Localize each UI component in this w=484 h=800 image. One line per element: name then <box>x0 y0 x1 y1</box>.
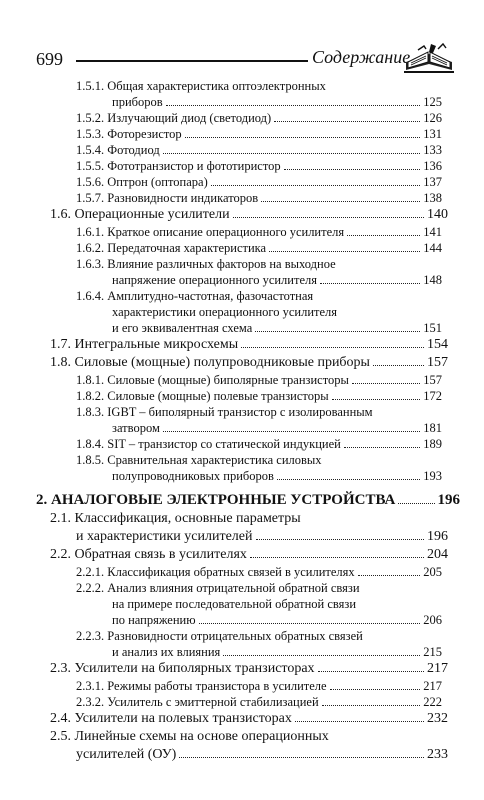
page-header <box>0 40 484 76</box>
toc-entry-line <box>0 190 484 206</box>
toc-entry-title: Усилители на полевых транзисторах <box>74 711 292 726</box>
dot-leader <box>166 105 421 106</box>
dot-leader <box>373 365 424 366</box>
table-of-contents <box>0 78 484 764</box>
toc-entry-line <box>0 388 484 404</box>
toc-entry <box>0 628 484 660</box>
toc-entry-number: 1.6.3. <box>76 257 108 271</box>
toc-page-number: 141 <box>423 225 442 239</box>
toc-entry-line <box>0 546 484 564</box>
toc-entry-line <box>0 612 484 628</box>
toc-page-number: 204 <box>427 547 448 562</box>
toc-entry <box>0 564 484 580</box>
dot-leader <box>256 539 424 540</box>
dot-leader <box>352 383 420 384</box>
toc-entry-title: характеристики операционного усилителя <box>112 305 338 319</box>
toc-entry <box>0 174 484 190</box>
toc-entry <box>0 694 484 710</box>
toc-entry-title: SIT – транзистор со статической индукцией <box>107 437 341 451</box>
toc-entry <box>0 110 484 126</box>
toc-entry-line <box>0 288 484 304</box>
toc-entry-title: Режимы работы транзистора в усилителе <box>107 679 327 693</box>
toc-entry <box>0 190 484 206</box>
dot-leader <box>179 757 424 758</box>
dot-leader <box>322 705 421 706</box>
toc-page-number: 232 <box>427 711 448 726</box>
toc-entry-line <box>0 628 484 644</box>
dot-leader <box>199 623 421 624</box>
toc-entry <box>0 728 484 764</box>
toc-entry-line <box>0 206 484 224</box>
toc-entry-line <box>0 256 484 272</box>
dot-leader <box>269 251 420 252</box>
toc-page-number: 172 <box>423 389 442 403</box>
toc-entry-line <box>0 694 484 710</box>
toc-page-number: 157 <box>427 355 448 370</box>
toc-entry <box>0 256 484 288</box>
toc-entry <box>0 158 484 174</box>
toc-entry <box>0 78 484 110</box>
toc-entry-line <box>0 174 484 190</box>
toc-entry-title: АНАЛОГОВЫЕ ЭЛЕКТРОННЫЕ УСТРОЙСТВА <box>51 492 396 508</box>
toc-entry-number: 1.8.1. <box>76 373 108 387</box>
toc-entry-line <box>0 110 484 126</box>
dot-leader <box>163 153 421 154</box>
toc-entry-line <box>0 468 484 484</box>
toc-entry <box>0 142 484 158</box>
toc-entry-number: 1.5.5. <box>76 159 108 173</box>
toc-entry-number: 1.5.2. <box>76 111 108 125</box>
toc-entry-line <box>0 436 484 452</box>
toc-entry-number: 1.6. <box>50 207 75 222</box>
toc-page-number: 136 <box>423 159 442 173</box>
dot-leader <box>250 557 424 558</box>
toc-page-number: 148 <box>423 273 442 287</box>
toc-entry <box>0 206 484 224</box>
toc-entry-line <box>0 304 484 320</box>
toc-entry-title: затвором <box>112 421 160 435</box>
toc-entry-line <box>0 320 484 336</box>
toc-page-number: 157 <box>423 373 442 387</box>
toc-entry-line <box>0 78 484 94</box>
toc-entry-title: напряжение операционного усилителя <box>112 273 317 287</box>
toc-entry <box>0 710 484 728</box>
dot-leader <box>185 137 421 138</box>
toc-page-number: 215 <box>423 645 442 659</box>
toc-page-number: 196 <box>437 492 460 508</box>
header-title: Содержание <box>312 47 411 67</box>
toc-entry-line <box>0 336 484 354</box>
toc-page-number: 217 <box>427 661 448 676</box>
toc-entry-number: 2.1. <box>50 511 75 526</box>
toc-entry-line <box>0 142 484 158</box>
toc-entry <box>0 546 484 564</box>
toc-entry-title: Влияние различных факторов на выходное <box>107 257 336 271</box>
toc-entry-title: Сравнительная характеристика силовых <box>107 453 322 467</box>
toc-entry-title: Линейные схемы на основе операционных <box>74 729 329 744</box>
dot-leader <box>274 121 420 122</box>
toc-entry <box>0 372 484 388</box>
dot-leader <box>163 431 420 432</box>
toc-page-number: 151 <box>423 321 442 335</box>
toc-page-number: 193 <box>423 469 442 483</box>
toc-entry-number: 2.3.2. <box>76 695 108 709</box>
toc-entry-line <box>0 490 484 510</box>
toc-entry-number: 2.4. <box>50 711 75 726</box>
toc-entry-line <box>0 452 484 468</box>
toc-entry-line <box>0 372 484 388</box>
toc-entry-title: Фототранзистор и фототиристор <box>107 159 281 173</box>
toc-entry-number: 1.8.4. <box>76 437 108 451</box>
toc-entry-title: Силовые (мощные) полупроводниковые приборы <box>74 355 370 370</box>
toc-entry-title: Разновидности отрицательных обратных связей <box>107 629 363 643</box>
open-book-icon <box>400 40 458 83</box>
dot-leader <box>358 575 421 576</box>
toc-entry-title: полупроводниковых приборов <box>112 469 274 483</box>
toc-page-number: 125 <box>423 95 442 109</box>
toc-entry-title: усилителей (ОУ) <box>76 747 177 762</box>
toc-entry-line <box>0 596 484 612</box>
toc-entry-title: и анализ их влияния <box>112 645 221 659</box>
toc-entry <box>0 404 484 436</box>
toc-page-number: 189 <box>423 437 442 451</box>
toc-entry-number: 1.5.4. <box>76 143 108 157</box>
toc-entry-line <box>0 272 484 288</box>
toc-entry-title: и характеристики усилителей <box>76 529 253 544</box>
toc-entry <box>0 510 484 546</box>
toc-entry-line <box>0 644 484 660</box>
dot-leader <box>261 201 420 202</box>
dot-leader <box>284 169 421 170</box>
toc-entry <box>0 336 484 354</box>
toc-entry-line <box>0 580 484 596</box>
dot-leader <box>255 331 420 332</box>
toc-entry-number: 2.2.2. <box>76 581 108 595</box>
toc-entry-line <box>0 126 484 142</box>
toc-entry-number: 1.8.5. <box>76 453 108 467</box>
toc-entry <box>0 490 484 510</box>
toc-entry <box>0 436 484 452</box>
toc-entry-line <box>0 660 484 678</box>
dot-leader <box>344 447 420 448</box>
toc-page-number: 205 <box>423 565 442 579</box>
toc-entry-number: 2.5. <box>50 729 75 744</box>
toc-entry-number: 2.2.3. <box>76 629 108 643</box>
dot-leader <box>211 185 421 186</box>
toc-entry <box>0 126 484 142</box>
toc-entry-title: на примере последовательной обратной связи <box>112 597 357 611</box>
toc-page-number: 206 <box>423 613 442 627</box>
toc-entry-line <box>0 510 484 528</box>
toc-entry-line <box>0 404 484 420</box>
toc-entry-line <box>0 158 484 174</box>
toc-entry-line <box>0 224 484 240</box>
toc-page-number: 222 <box>423 695 442 709</box>
toc-page-number: 233 <box>427 747 448 762</box>
toc-entry-line <box>0 354 484 372</box>
toc-entry-number: 2.3. <box>50 661 75 676</box>
toc-entry <box>0 224 484 240</box>
toc-entry-title: Разновидности индикаторов <box>107 191 259 205</box>
dot-leader <box>318 671 424 672</box>
toc-entry-line <box>0 564 484 580</box>
toc-entry-title: Оптрон (оптопара) <box>107 175 208 189</box>
toc-page-number: 126 <box>423 111 442 125</box>
toc-entry-title: Анализ влияния отрицательной обратной связи <box>107 581 360 595</box>
toc-entry-line <box>0 420 484 436</box>
page-number: 699 <box>36 49 63 69</box>
dot-leader <box>320 283 420 284</box>
toc-entry-line <box>0 678 484 694</box>
toc-entry <box>0 452 484 484</box>
toc-entry-line <box>0 240 484 256</box>
toc-entry-title: по напряжению <box>112 613 196 627</box>
toc-entry-title: Интегральные микросхемы <box>74 337 239 352</box>
dot-leader <box>295 721 424 722</box>
toc-page-number: 144 <box>423 241 442 255</box>
toc-entry-number: 1.5.3. <box>76 127 108 141</box>
dot-leader <box>330 689 421 690</box>
dot-leader <box>241 347 424 348</box>
toc-entry-title: Фоторезистор <box>107 127 182 141</box>
dot-leader <box>277 479 420 480</box>
toc-page-number: 138 <box>423 191 442 205</box>
toc-entry-title: IGBT – биполярный транзистор с изолированным <box>107 405 373 419</box>
toc-entry-number: 1.8.2. <box>76 389 108 403</box>
toc-entry-number: 1.6.4. <box>76 289 108 303</box>
toc-entry <box>0 354 484 372</box>
dot-leader <box>398 503 434 504</box>
toc-page-number: 196 <box>427 529 448 544</box>
toc-entry-number: 1.6.1. <box>76 225 108 239</box>
toc-entry <box>0 660 484 678</box>
toc-entry-title: Передаточная характеристика <box>107 241 267 255</box>
toc-entry-number: 2.2. <box>50 547 75 562</box>
toc-page-number: 140 <box>427 207 448 222</box>
toc-entry-number: 2.2.1. <box>76 565 108 579</box>
toc-entry-number: 1.5.7. <box>76 191 108 205</box>
toc-entry-number: 1.7. <box>50 337 75 352</box>
toc-entry-number: 1.5.1. <box>76 79 108 93</box>
toc-page-number: 137 <box>423 175 442 189</box>
toc-entry-line <box>0 746 484 764</box>
toc-page-number: 131 <box>423 127 442 141</box>
toc-entry-line <box>0 528 484 546</box>
toc-entry-title: и его эквивалентная схема <box>112 321 253 335</box>
toc-entry <box>0 678 484 694</box>
dot-leader <box>233 217 424 218</box>
toc-entry-title: Фотодиод <box>107 143 160 157</box>
toc-page-number: 154 <box>427 337 448 352</box>
toc-page-number: 181 <box>423 421 442 435</box>
toc-entry <box>0 580 484 628</box>
dot-leader <box>332 399 421 400</box>
toc-entry-title: Амплитудно-частотная, фазочастотная <box>107 289 314 303</box>
toc-entry-title: Силовые (мощные) полевые транзисторы <box>107 389 329 403</box>
toc-entry-number: 1.6.2. <box>76 241 108 255</box>
toc-entry-number: 2.3.1. <box>76 679 108 693</box>
toc-entry <box>0 388 484 404</box>
toc-entry-title: Усилитель с эмиттерной стабилизацией <box>107 695 319 709</box>
toc-entry-title: Усилители на биполярных транзисторах <box>74 661 315 676</box>
toc-entry <box>0 288 484 336</box>
header-rule <box>76 60 308 62</box>
toc-entry <box>0 240 484 256</box>
toc-entry-line <box>0 94 484 110</box>
toc-entry-title: приборов <box>112 95 163 109</box>
toc-entry-title: Классификация, основные параметры <box>74 511 301 526</box>
toc-entry-number: 1.5.6. <box>76 175 108 189</box>
toc-entry-line <box>0 728 484 746</box>
toc-entry-line <box>0 710 484 728</box>
toc-entry-title: Силовые (мощные) биполярные транзисторы <box>107 373 349 387</box>
toc-entry-title: Краткое описание операционного усилителя <box>107 225 345 239</box>
toc-entry-title: Общая характеристика оптоэлектронных <box>107 79 326 93</box>
toc-entry-number: 2. <box>36 492 51 508</box>
toc-entry-title: Классификация обратных связей в усилителях <box>107 565 355 579</box>
toc-page-number: 133 <box>423 143 442 157</box>
toc-entry-number: 1.8. <box>50 355 75 370</box>
toc-entry-title: Операционные усилители <box>74 207 230 222</box>
toc-entry-title: Излучающий диод (светодиод) <box>107 111 272 125</box>
toc-entry-number: 1.8.3. <box>76 405 108 419</box>
dot-leader <box>223 655 420 656</box>
dot-leader <box>347 235 420 236</box>
toc-entry-title: Обратная связь в усилителях <box>74 547 247 562</box>
toc-page-number: 217 <box>423 679 442 693</box>
